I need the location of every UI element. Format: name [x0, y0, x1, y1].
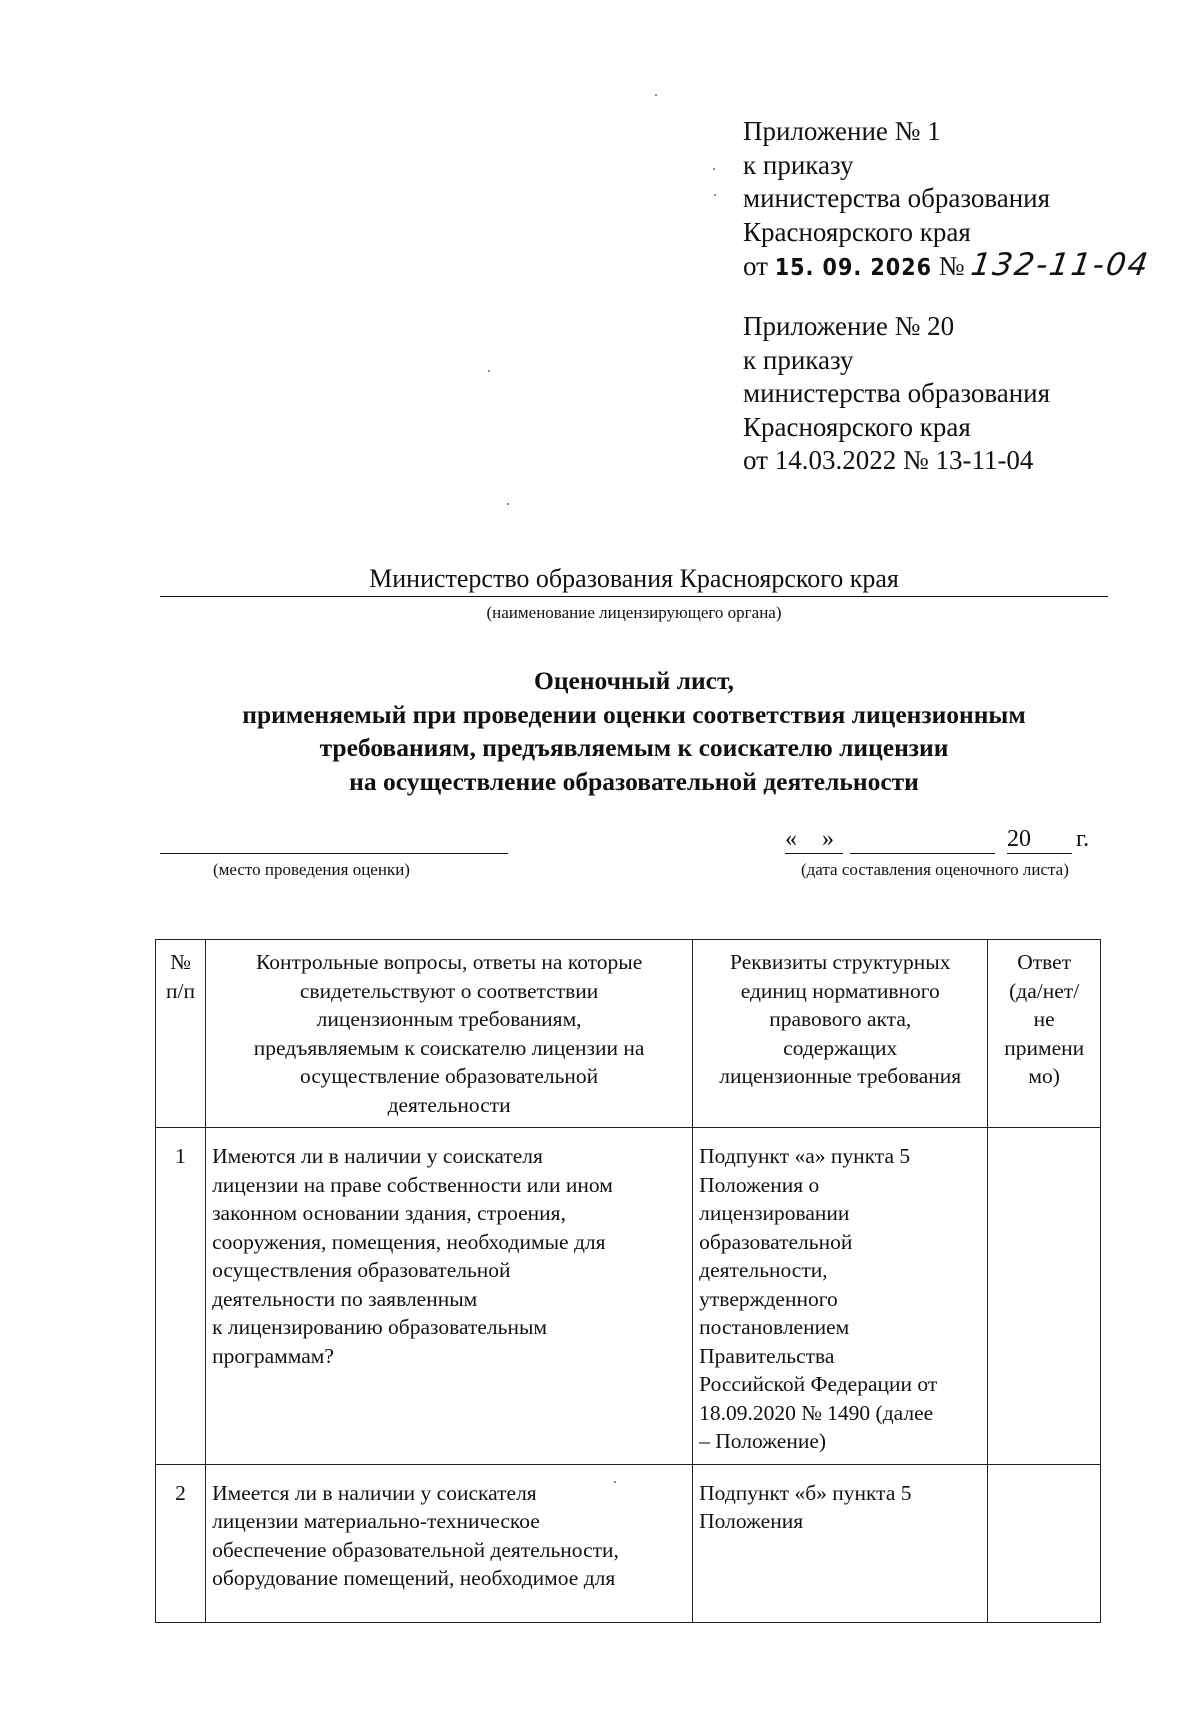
open-quote: « [785, 826, 797, 852]
requisite-line: Подпункт «б» пункта 5 [699, 1480, 912, 1505]
date-prefix: от [743, 251, 768, 281]
appendix-1-line: Приложение № 1 [743, 116, 941, 146]
header-line: примени [1004, 1035, 1085, 1060]
question-cell [206, 1464, 693, 1627]
place-caption: (место проведения оценки) [213, 860, 410, 879]
question-line: лицензии на праве собственности или ином [212, 1172, 613, 1197]
question-line: к лицензированию образовательным [212, 1315, 548, 1339]
header-line: не [1033, 1007, 1055, 1031]
header-line: содержащих [783, 1035, 898, 1060]
question-line: Имеется ли в наличии у соискателя [212, 1480, 537, 1505]
header-line: правового акта, [769, 1007, 912, 1031]
appendix-1-line: к приказу [743, 149, 854, 180]
table-bottom-border [155, 1622, 1101, 1623]
row-number: 2 [156, 1464, 206, 1627]
header-line: единиц нормативного [740, 978, 940, 1003]
appendix-20-line: Приложение № 20 [743, 311, 955, 341]
question-line: сооружения, помещения, необходимые для [212, 1229, 606, 1254]
title-line: требованиям, предъявляемым к соискателю лицензии [319, 733, 949, 762]
header-answer [988, 940, 1101, 1128]
date-caption: (дата составления оценочного листа) [801, 860, 1069, 879]
question-line: программам? [212, 1343, 334, 1368]
close-quote: » [822, 826, 834, 852]
requisite-line: постановлением [699, 1315, 850, 1339]
header-line: осуществление образовательной [300, 1064, 599, 1088]
question-line: законном основании здания, строения, [212, 1201, 566, 1225]
requisite-line: утвержденного [699, 1286, 838, 1311]
scan-speck [713, 168, 715, 170]
licensing-body-caption: (наименование лицензирующего органа) [486, 603, 782, 622]
header-line: Ответ [1017, 950, 1072, 974]
header-line: № [170, 950, 191, 974]
header-line: лицензионные требования [719, 1064, 962, 1088]
requisite-line: деятельности, [699, 1258, 828, 1282]
question-line: обеспечение образовательной деятельности, [212, 1537, 619, 1562]
appendix-20-line: Красноярского края [743, 411, 971, 442]
title-line: на осуществление образовательной деятельности [349, 766, 919, 796]
appendix-20-line: от 14.03.2022 № 13-11-04 [743, 445, 1034, 475]
header-number [156, 940, 206, 1128]
header-line: (да/нет/ [1009, 978, 1080, 1003]
header-line: мо) [1028, 1064, 1060, 1088]
header-line: п/п [166, 978, 196, 1003]
requisites-cell [693, 1128, 988, 1465]
header-requisites [693, 940, 988, 1128]
document-title [120, 664, 1148, 798]
question-line: оборудование помещений, необходимое для [212, 1566, 616, 1590]
date-field [785, 826, 1095, 856]
licensing-body-name: Министерство образования Красноярского края [160, 562, 1108, 597]
year-prefix: 20 [1007, 826, 1031, 852]
appendix-1-date-line [743, 247, 1153, 286]
requisite-line: Положения о [699, 1172, 820, 1197]
requisite-line: – Положение) [699, 1429, 827, 1453]
answer-cell[interactable] [988, 1464, 1101, 1627]
question-line: осуществления образовательной [212, 1258, 511, 1282]
appendix-20-line: к приказу [743, 344, 854, 375]
appendix-20-line: министерства образования [743, 378, 1051, 408]
requisites-cell [693, 1464, 988, 1627]
title-line: Оценочный лист, [534, 666, 734, 695]
requisite-line: Правительства [699, 1343, 835, 1368]
header-line: свидетельствуют о соответствии [299, 978, 599, 1003]
question-line: деятельности по заявленным [212, 1286, 478, 1311]
number-sign: № [938, 251, 965, 281]
requisite-line: Подпункт «а» пункта 5 [699, 1144, 911, 1168]
header-line: предъявляемым к соискателю лицензии на [253, 1035, 645, 1060]
page-bottom-margin [0, 1623, 1200, 1713]
answer-cell[interactable] [988, 1128, 1101, 1465]
title-line: применяемый при проведении оценки соответствия лицензионным [242, 699, 1026, 729]
appendix-1-line: Красноярского края [743, 216, 971, 247]
header-line: лицензионным требованиям, [316, 1007, 582, 1031]
row-number: 1 [156, 1128, 206, 1465]
month-blank-line [850, 853, 995, 854]
scan-speck [507, 503, 509, 505]
requisite-line: 18.09.2020 № 1490 (далее [699, 1400, 934, 1425]
requisite-line: Положения [699, 1509, 804, 1533]
question-line: лицензии материально-техническое [212, 1509, 540, 1533]
header-line: Контрольные вопросы, ответы на которые [255, 950, 643, 974]
requisite-line: Российской Федерации от [699, 1372, 938, 1396]
appendix-1-block [743, 115, 1153, 286]
place-blank-line [160, 853, 508, 854]
scan-speck [488, 370, 490, 372]
scan-speck [655, 94, 657, 96]
question-line: Имеются ли в наличии у соискателя [212, 1144, 543, 1168]
appendix-1-line: министерства образования [743, 183, 1051, 213]
requisite-line: лицензировании [699, 1201, 850, 1225]
assessment-table [155, 939, 1101, 1628]
day-blank-line [785, 853, 843, 854]
year-suffix: г. [1076, 826, 1090, 852]
question-cell [206, 1128, 693, 1465]
requisite-line: образовательной [699, 1229, 853, 1254]
table-row [156, 1128, 1101, 1465]
stamped-date: 15. 09. 2026 [774, 255, 933, 281]
header-line: Реквизиты структурных [730, 950, 951, 974]
header-line: деятельности [387, 1092, 511, 1117]
appendix-20-block [743, 310, 1050, 478]
year-blank-line [1007, 853, 1072, 854]
handwritten-order-number: 132-11-04 [968, 247, 1153, 283]
table-header-row [156, 940, 1101, 1128]
table-row [156, 1464, 1101, 1627]
header-question [206, 940, 693, 1128]
scan-speck [714, 194, 716, 196]
